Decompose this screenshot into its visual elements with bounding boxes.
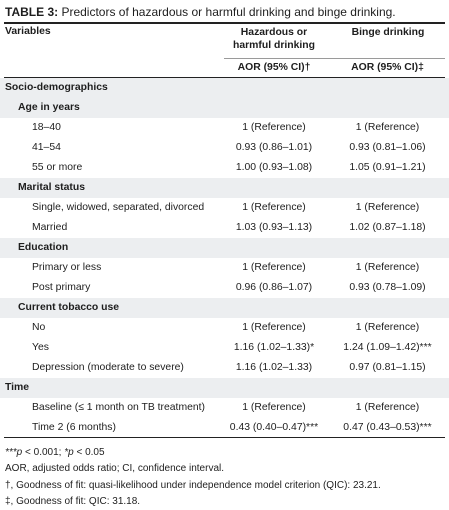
table-row xyxy=(0,258,449,278)
section-label: Time xyxy=(5,382,30,393)
table-row xyxy=(0,158,449,178)
cell-hazardous-aor: 1 (Reference) xyxy=(242,202,306,213)
note-qic-1: †, Goodness of fit: quasi-likelihood under independence model criterion (QIC): 23.21. xyxy=(5,479,381,491)
header-binge: Binge drinking xyxy=(351,27,425,38)
subsection-header-row xyxy=(0,298,449,318)
note-abbreviations: AOR, adjusted odds ratio; CI, confidence interval. xyxy=(5,463,225,475)
subsection-header-row xyxy=(0,98,449,118)
cell-binge-aor: 1 (Reference) xyxy=(355,202,420,213)
row-label: 55 or more xyxy=(32,162,83,173)
table-row xyxy=(0,358,449,378)
cell-binge-aor: 1 (Reference) xyxy=(355,402,420,413)
cell-binge-aor: 1.02 (0.87–1.18) xyxy=(349,222,426,233)
subsection-label: Education xyxy=(18,242,69,253)
cell-binge-aor: 1 (Reference) xyxy=(355,262,420,273)
row-label: Yes xyxy=(32,342,49,353)
row-label: Depression (moderate to severe) xyxy=(32,362,184,373)
section-label: Socio-demographics xyxy=(5,82,108,93)
row-label: Primary or less xyxy=(32,262,102,273)
header-variables: Variables xyxy=(5,26,51,37)
cell-hazardous-aor: 0.96 (0.86–1.07) xyxy=(235,282,313,293)
cell-hazardous-aor: 0.43 (0.40–0.47)*** xyxy=(229,422,319,433)
table-label: TABLE 3: xyxy=(5,5,59,19)
row-label: Married xyxy=(32,222,68,233)
row-label: No xyxy=(32,322,46,333)
subsection-header-row xyxy=(0,238,449,258)
cell-hazardous-aor: 1 (Reference) xyxy=(242,322,306,333)
cell-binge-aor: 0.47 (0.43–0.53)*** xyxy=(343,422,432,433)
subsection-label: Current tobacco use xyxy=(18,302,120,313)
top-rule xyxy=(4,22,445,24)
cell-binge-aor: 1 (Reference) xyxy=(355,322,420,333)
subsection-header-row xyxy=(0,178,449,198)
cell-hazardous-aor: 1.03 (0.93–1.13) xyxy=(235,222,313,233)
subsection-label: Marital status xyxy=(18,182,85,193)
cell-hazardous-aor: 1.16 (1.02–1.33) xyxy=(235,362,313,373)
section-header-row xyxy=(0,378,449,398)
table-row xyxy=(0,318,449,338)
subheader-aor-2: AOR (95% CI)‡ xyxy=(351,62,424,73)
table-title xyxy=(5,5,396,19)
table-row xyxy=(0,118,449,138)
note-qic-2: ‡, Goodness of fit: QIC: 31.18. xyxy=(5,495,141,507)
cell-binge-aor: 0.97 (0.81–1.15) xyxy=(349,362,426,373)
header-divider xyxy=(224,58,445,59)
table-caption: Predictors of hazardous or harmful drinking and binge drinking. xyxy=(58,5,396,19)
cell-binge-aor: 0.93 (0.81–1.06) xyxy=(349,142,426,153)
section-header-row xyxy=(0,78,449,98)
cell-hazardous-aor: 1.00 (0.93–1.08) xyxy=(235,162,313,173)
row-label: Post primary xyxy=(32,282,91,293)
cell-hazardous-aor: 1 (Reference) xyxy=(242,402,306,413)
cell-hazardous-aor: 1 (Reference) xyxy=(242,122,306,133)
row-label: Single, widowed, separated, divorced xyxy=(32,202,205,213)
row-label: 18–40 xyxy=(32,122,61,133)
table-notes xyxy=(5,445,381,510)
subsection-label: Age in years xyxy=(18,102,80,113)
header-hazardous: Hazardous or harmful drinking xyxy=(233,27,315,51)
cell-hazardous-aor: 0.93 (0.86–1.01) xyxy=(235,142,313,153)
cell-binge-aor: 1.05 (0.91–1.21) xyxy=(349,162,426,173)
row-label: Baseline (≤ 1 month on TB treatment) xyxy=(32,402,205,413)
cell-binge-aor: 1 (Reference) xyxy=(355,122,420,133)
note-significance: ***p < 0.001; *p < 0.05 xyxy=(5,447,105,458)
table-row xyxy=(0,218,449,238)
subheader-aor-1: AOR (95% CI)† xyxy=(237,62,311,73)
row-label: 41–54 xyxy=(32,142,61,153)
row-label: Time 2 (6 months) xyxy=(32,422,116,433)
table-row xyxy=(0,418,449,438)
cell-binge-aor: 0.93 (0.78–1.09) xyxy=(349,282,426,293)
table-row xyxy=(0,278,449,298)
cell-hazardous-aor: 1 (Reference) xyxy=(242,262,306,273)
cell-hazardous-aor: 1.16 (1.02–1.33)* xyxy=(233,342,315,353)
cell-binge-aor: 1.24 (1.09–1.42)*** xyxy=(343,342,432,353)
table-row xyxy=(0,198,449,218)
table-row xyxy=(0,338,449,358)
table-row xyxy=(0,398,449,418)
bottom-rule xyxy=(4,437,445,438)
table-row xyxy=(0,138,449,158)
